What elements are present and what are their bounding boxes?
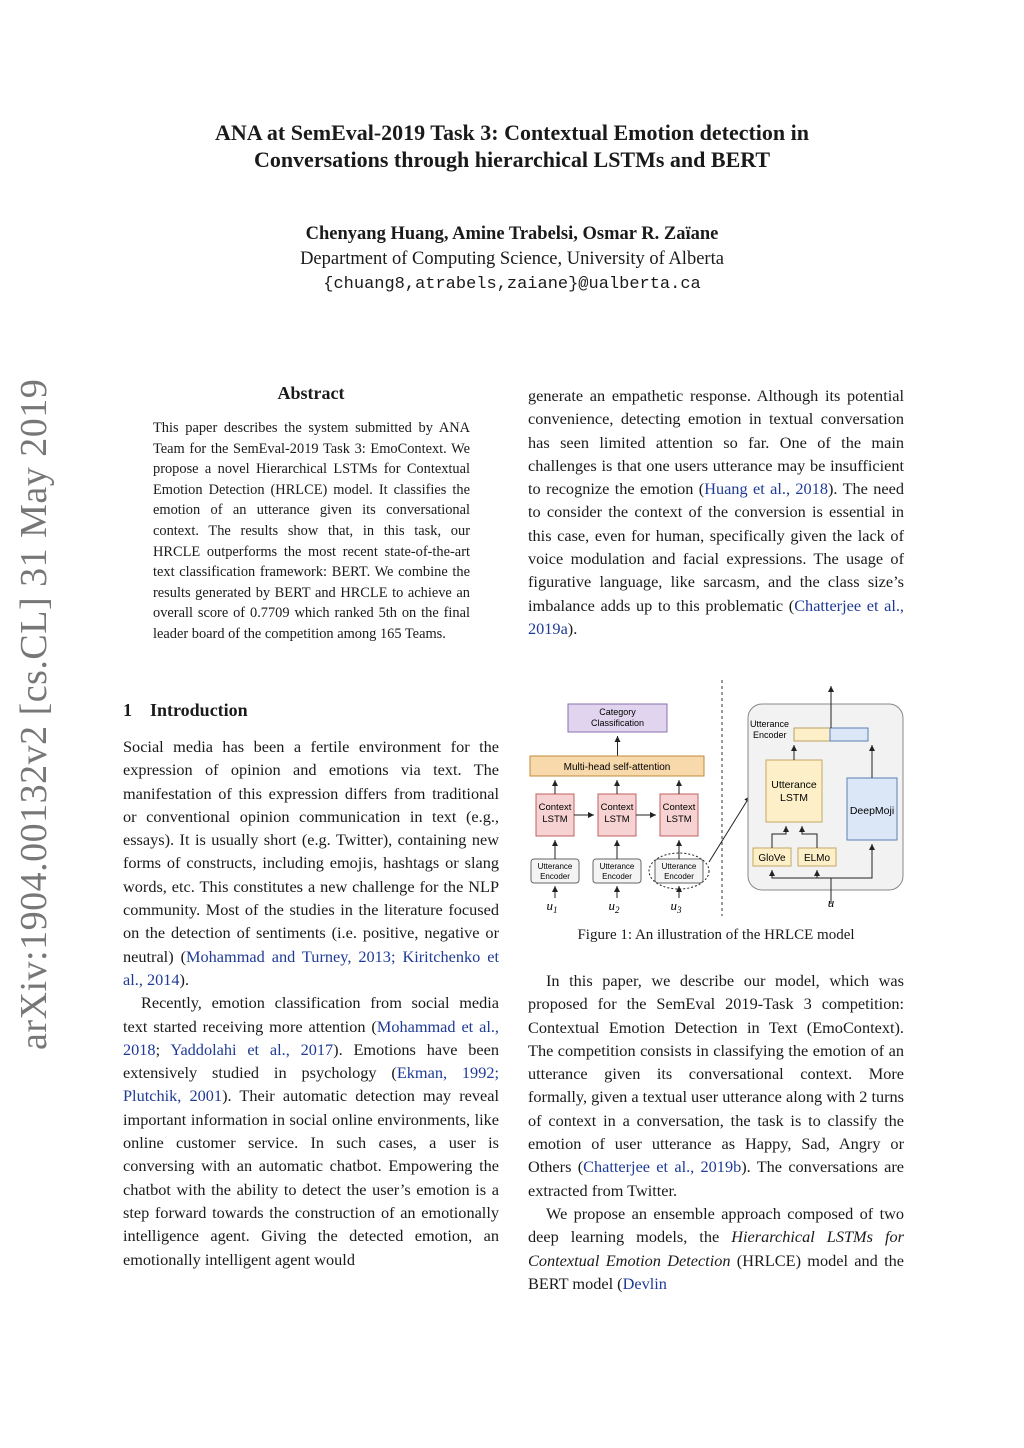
utterance-lstm-box (766, 760, 822, 822)
utt-lstm-line-1: Utterance (771, 779, 817, 791)
u-label: u (827, 895, 835, 910)
text-span: ). Emotions have been extensively studied in psychology ( (123, 1039, 500, 1083)
output-vector-right (830, 728, 868, 741)
section-number: 1 (123, 700, 132, 720)
section-title: Introduction (150, 700, 248, 720)
section-heading-introduction (123, 700, 248, 721)
u3-label: $u_3$ (670, 898, 682, 915)
category-line-1: Category (599, 707, 636, 717)
deepmoji-label: DeepMoji (849, 805, 895, 817)
right-paragraph-1 (528, 384, 904, 640)
lstm-line-2: LSTM (542, 814, 568, 825)
context-lstm-1 (536, 794, 574, 836)
right-paragraph-3 (528, 1202, 904, 1295)
intro-left-column (123, 735, 499, 1271)
u2-label: $u_2$ (608, 898, 620, 915)
author-email: {chuang8,atrabels,zaiane}@ualberta.ca (323, 275, 701, 294)
text-span: Recently, emotion classification from social media text started receiving more attention ( (123, 993, 499, 1036)
title-line-1: ANA at SemEval-2019 Task 3: Contextual Emotion detection in (214, 120, 810, 145)
text-span: ). (179, 969, 190, 989)
text-span: Social media has been a fertile environment for the expression of opinion and emotions via text. The manifestation of this expression differs from traditional or conventional opinion communication in text (e.g., essays). It is usually short (e.g. Twitter), containing new forms of constructs, including emojis, hashtags or slang words, etc. This constitutes a new challenge for the NLP community. Most of the studies in the literature focused on the detection of sentiments (i.e. positive, negative or neutral) ( (123, 737, 499, 966)
citation-link[interactable]: Chatterjee et al., 2019b (583, 1157, 742, 1177)
title-line-2: Conversations through hierarchical LSTMs and BERT (253, 147, 771, 172)
abstract-heading: Abstract (277, 383, 345, 403)
arxiv-identifier: arXiv:1904.00132v2 [cs.CL] 31 May 2019 (13, 378, 55, 1050)
lstm-line-2: LSTM (666, 814, 692, 825)
text-span: ). The conversations are extracted from Twitter. (528, 1157, 905, 1200)
lstm-line-1: Context (538, 802, 572, 813)
output-vector-left (794, 728, 830, 741)
intro-paragraph-2 (123, 991, 499, 1271)
citation-link[interactable]: Huang et al., 2018 (704, 479, 828, 499)
abstract-text: This paper describes the system submitted by ANA Team for the SemEval-2019 Task 3: EmoContext. We propose a novel Hierarchical LSTMs for Contextual Emotion Detection (HRLCE) model. It classifies the emotion of an utterance given its conversational context. The results show that, in this task, our HRCLE outperforms the most recent state-of-the-art text classification framework: BERT. We combine the results generated by BERT and HRCLE to achieve an overall score of 0.7709 which ranked 5th on the final leader board of the competition among 165 Teams. (153, 420, 470, 642)
text-span: In this paper, we describe our model, which was proposed for the SemEval 2019-Task 3 competition: Contextual Emotion Detection in Text (EmoContext). The competition consists in classifying the emotion of an utterance given its conversational context. More formally, given a textual user utterance along with 2 turns of context in a conversation, the task is to classify the emotion of user utterance as Happy, Sad, Angry or Others ( (528, 971, 905, 1177)
context-lstm-2 (598, 794, 636, 836)
text-span: ). The need to consider the context of the conversion is essential in this case, even for human, specifically given the lack of voice modulation and facial expressions. The usage of figurative language, like sarcasm, and the class size’s imbalance adds up to this problematic ( (528, 479, 905, 615)
enc-line-2: Encoder (664, 872, 694, 881)
emphasis-text: Hierarchical LSTMs for Contextual Emotion Detection (528, 1227, 904, 1270)
utterance-encoder-1 (531, 859, 579, 883)
author-block (120, 222, 904, 297)
text-span: ; (155, 1039, 171, 1059)
enc-line-2: Encoder (602, 872, 632, 881)
citation-link[interactable]: Mohammad and Turney, 2013; Kiritchenko et al., 2014 (123, 946, 499, 989)
citation-link[interactable]: Devlin (622, 1273, 667, 1293)
author-names: Chenyang Huang, Amine Trabelsi, Osmar R. Zaïane (305, 224, 719, 244)
lstm-line-1: Context (600, 802, 634, 813)
citation-link[interactable]: Mohammad et al., 2018 (123, 1016, 500, 1059)
lstm-line-1: Context (662, 802, 696, 813)
enc-line-1: Utterance (661, 862, 697, 871)
attention-label: Multi-head self-attention (563, 762, 671, 773)
text-span: generate an empathetic response. Although its potential convenience, detecting emotion in textual conversation has seen limited attention so far. One of the main challenges is that one users utterance may be insufficient to recognize the emotion ( (528, 386, 904, 499)
text-span: ). Their automatic detection may reveal important information in social online environments, like online customer service. In such cases, a user is conversing with an automatic chatbot. Empowering the chatbot with the ability to detect the user’s emotion is a step forward towards the construction of an emotionally intelligence agent. Giving the detected emotion, an emotionally intelligent agent would (123, 1086, 499, 1269)
enc-line-2: Encoder (540, 872, 570, 881)
text-span: We propose an ensemble approach composed of two deep learning models, the (528, 1203, 904, 1247)
right-column-bottom (528, 969, 904, 1295)
right-paragraph-2 (528, 969, 904, 1202)
glove-label: GloVe (758, 853, 786, 864)
citation-link[interactable]: Yaddolahi et al., 2017 (170, 1039, 334, 1059)
utt-lstm-line-2: LSTM (779, 792, 809, 804)
lstm-line-2: LSTM (604, 814, 630, 825)
text-span: ). (567, 618, 578, 638)
intro-paragraph-1 (123, 735, 499, 991)
enc-line-1: Utterance (537, 862, 573, 871)
figure-caption: Figure 1: An illustration of the HRLCE model (577, 927, 855, 943)
enc-line-1: Utterance (599, 862, 635, 871)
right-column-top (528, 384, 904, 640)
elmo-label: ELMo (803, 853, 831, 864)
utterance-encoder-2 (593, 859, 641, 883)
box-title-line-1: Utterance (750, 719, 790, 729)
affiliation: Department of Computing Science, University of Alberta (300, 249, 724, 269)
context-lstm-3 (660, 794, 698, 836)
citation-link[interactable]: Ekman, 1992; Plutchik, 2001 (123, 1063, 499, 1106)
hrlce-figure (528, 678, 908, 918)
paper-title (120, 119, 904, 173)
category-line-2: Classification (590, 718, 645, 728)
citation-link[interactable]: Chatterjee et al., 2019a (528, 595, 904, 638)
text-span: (HRLCE) model and the BERT model ( (528, 1250, 904, 1293)
u1-label: $u_1$ (546, 898, 558, 915)
box-title-line-2: Encoder (753, 730, 787, 740)
